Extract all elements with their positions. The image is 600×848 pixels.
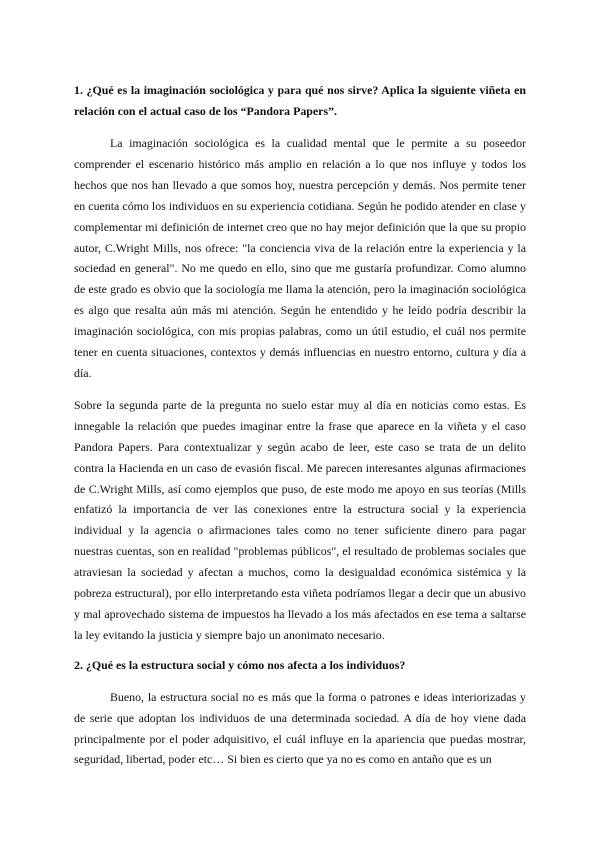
question-1-paragraph-1: La imaginación sociológica es la cualidad mental que le permite a su poseedor comprender el escenario histórico más amplio en relación a lo que nos influye y todos los hechos que nos han llevado a que somos hoy, nuestra percepción y demás. Nos permite tener en cuenta cómo los individuos en su experiencia cotidiana. Según he podido atender en clase y complementar mi definición de internet creo que no hay mejor definición que la que su propio autor, C.Wright Mills, nos ofrece: "la conciencia viva de la relación entre la experiencia y la sociedad en general". No me quedo en ello, sino que me gustaría profundizar. Como alumno de este grado es obvio que la sociología me llama la atención, pero la imaginación sociológica es algo que resalta aún más mi atención. Según he entendido y he leído podría describir la imaginación sociológica, con mis propias palabras, como un útil estudio, el cuál nos permite tener en cuenta situaciones, contextos y demás influencias en nuestro entorno, cultura y día a día. [74,136,526,380]
question-1-paragraph-2: Sobre la segunda parte de la pregunta no suelo estar muy al día en noticias como estas. Es innegable la relación que puedes imaginar entre la frase que aparece en la viñeta y el caso Pandora Papers. Para contextualizar y según acabo de leer, este caso se trata de un delito contra la Hacienda en un caso de evasión fiscal. Me parecen interesantes algunas afirmaciones de C.Wright Mills, así como ejemplos que puso, de este modo me apoyo en sus teorías (Mills enfatizó la importancia de ver las conexiones entre la estructura social y la experiencia individual y la agencia o afirmaciones tales como no tener suficiente dinero para pagar nuestras cuentas, son en realidad "problemas públicos", el resultado de problemas sociales que atraviesan la sociedad y afectan a muchos, como la desigualdad económica sistémica y la pobreza estructural), por ello interpretando esta viñeta podríamos llegar a decir que un abusivo y mal aprovechado sistema de impuestos ha llevado a los más afectados en ese tema a saltarse la ley evitando la justicia y siempre bajo un anonimato necesario. [74,397,526,642]
question-1-heading: 1. ¿Qué es la imaginación sociológica y para qué nos sirve? Aplica la siguiente viñeta en relación con el actual caso de los “Pandora Papers”. [74,83,526,118]
question-2-paragraph-1: Bueno, la estructura social no es más que la forma o patrones e ideas interiorizadas y de serie que adoptan los individuos de una determinada sociedad. A día de hoy viene dada principalmente por el poder adquisitivo, el cuál influye en la apariencia que puedas mostrar, seguridad, libertad, poder etc… Si bien es cierto que ya no es como en antaño que es un [74,689,526,767]
question-2-heading: 2. ¿Qué es la estructura social y cómo nos afecta a los individuos? [74,657,406,672]
document-page [74,80,526,770]
